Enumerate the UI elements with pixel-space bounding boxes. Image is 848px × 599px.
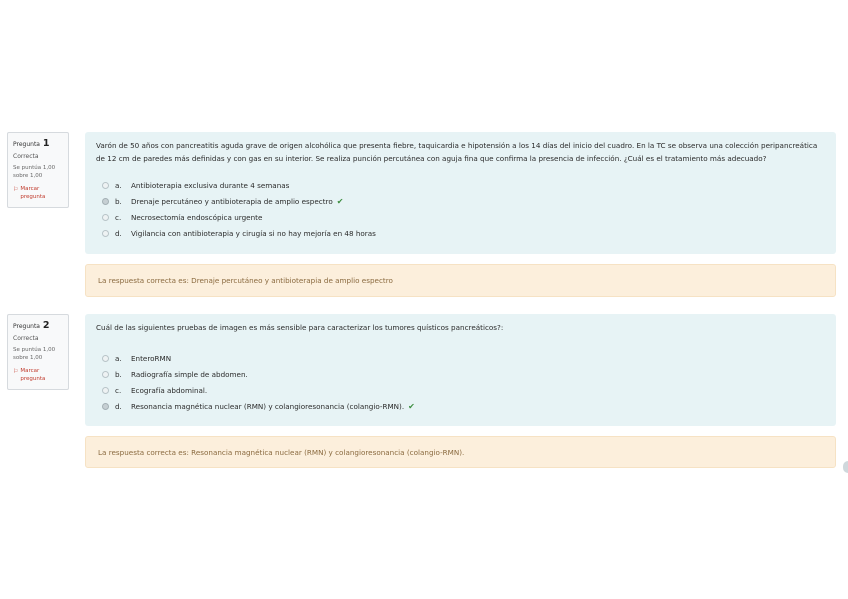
radio-button[interactable] [102, 230, 109, 237]
correct-answer-feedback: La respuesta correcta es: Resonancia magnética nuclear (RMN) y colangioresonancia (colangio-RMN). [98, 447, 465, 457]
answer-letter: d. [115, 228, 122, 238]
answer-letter: b. [115, 370, 122, 380]
radio-button[interactable] [102, 214, 109, 221]
question-info-1 [7, 132, 69, 208]
radio-button[interactable] [102, 182, 109, 189]
answer-option-c[interactable] [102, 383, 824, 399]
question-number-label [13, 319, 64, 333]
answer-text: Necrosectomía endoscópica urgente [131, 212, 263, 222]
question-info-2 [7, 314, 69, 390]
answer-option-b[interactable] [102, 367, 824, 383]
answer-letter: c. [115, 212, 122, 222]
answer-text: Drenaje percutáneo y antibioterapia de amplio espectro [131, 196, 333, 206]
flag-line-1: Marcar [20, 368, 40, 375]
answer-text: Resonancia magnética nuclear (RMN) y colangioresonancia (colangio-RMN). [131, 402, 405, 412]
question-content-1 [85, 132, 836, 254]
grade-line-1: Se puntúa 1,00 [13, 347, 56, 354]
answer-text: Antibioterapia exclusiva durante 4 semanas [131, 180, 290, 190]
question-label-text: Pregunta [13, 323, 40, 330]
feedback-box-1 [85, 264, 836, 297]
radio-button-selected[interactable] [102, 403, 109, 410]
flag-line-2: pregunta [20, 194, 46, 201]
flag-question-link[interactable] [13, 186, 64, 202]
answer-letter: d. [115, 402, 122, 412]
answer-text: Vigilancia con antibioterapia y cirugía si no hay mejoría en 48 horas [131, 228, 376, 238]
answer-letter: c. [115, 386, 122, 396]
answer-text: Ecografía abdominal. [131, 386, 208, 396]
check-icon: ✔ [336, 196, 344, 206]
question-grade [13, 165, 64, 181]
grade-line-2: sobre 1,00 [13, 173, 43, 180]
flag-line-2: pregunta [20, 376, 46, 383]
question-label-text: Pregunta [13, 141, 40, 148]
correct-answer-feedback: La respuesta correcta es: Drenaje percutáneo y antibioterapia de amplio espectro [98, 276, 393, 285]
question-text: Varón de 50 años con pancreatitis aguda grave de origen alcohólica que presenta fiebre, taquicardia e hipotensión a los 14 días del inicio del cuadro. En la TC se observa una colección peripancreática de 12 cm de paredes más definidas y con gas en su interior. Se realiza punción percutánea con aguja fina que confirma la presencia de infección. ¿Cuál es el tratamiento más adecuado? [96, 141, 818, 163]
answer-text: Radiografía simple de abdomen. [131, 370, 248, 380]
radio-button[interactable] [102, 387, 109, 394]
flag-icon: ⚐ [13, 368, 19, 376]
answer-option-c[interactable] [102, 209, 824, 225]
answer-option-a[interactable] [102, 351, 824, 367]
radio-button[interactable] [102, 355, 109, 362]
answer-option-b[interactable] [102, 193, 824, 209]
answer-list [96, 177, 824, 241]
radio-button[interactable] [102, 371, 109, 378]
answer-option-d[interactable] [102, 225, 824, 241]
question-number-label [13, 137, 64, 151]
grade-line-1: Se puntúa 1,00 [13, 165, 56, 172]
question-number: 1 [42, 138, 50, 149]
question-content-2 [85, 314, 836, 426]
answer-letter: a. [115, 180, 122, 190]
question-grade [13, 347, 64, 363]
flag-question-link[interactable] [13, 368, 64, 384]
answer-letter: b. [115, 196, 122, 206]
answer-option-d[interactable] [102, 399, 824, 415]
question-state: Correcta [13, 334, 39, 342]
answer-letter: a. [115, 354, 122, 364]
feedback-box-2 [85, 436, 836, 468]
flag-icon: ⚐ [13, 186, 19, 194]
question-number: 2 [42, 320, 50, 331]
scroll-edge-handle[interactable] [843, 461, 848, 473]
answer-list [96, 351, 824, 415]
question-text: Cuál de las siguientes pruebas de imagen es más sensible para caracterizar los tumores quísticos pancreáticos?: [96, 323, 504, 332]
answer-option-a[interactable] [102, 177, 824, 193]
radio-button-selected[interactable] [102, 198, 109, 205]
question-state: Correcta [13, 152, 39, 160]
check-icon: ✔ [408, 402, 415, 412]
answer-text: EnteroRMN [131, 354, 172, 364]
grade-line-2: sobre 1,00 [13, 355, 43, 362]
flag-line-1: Marcar [20, 186, 40, 193]
